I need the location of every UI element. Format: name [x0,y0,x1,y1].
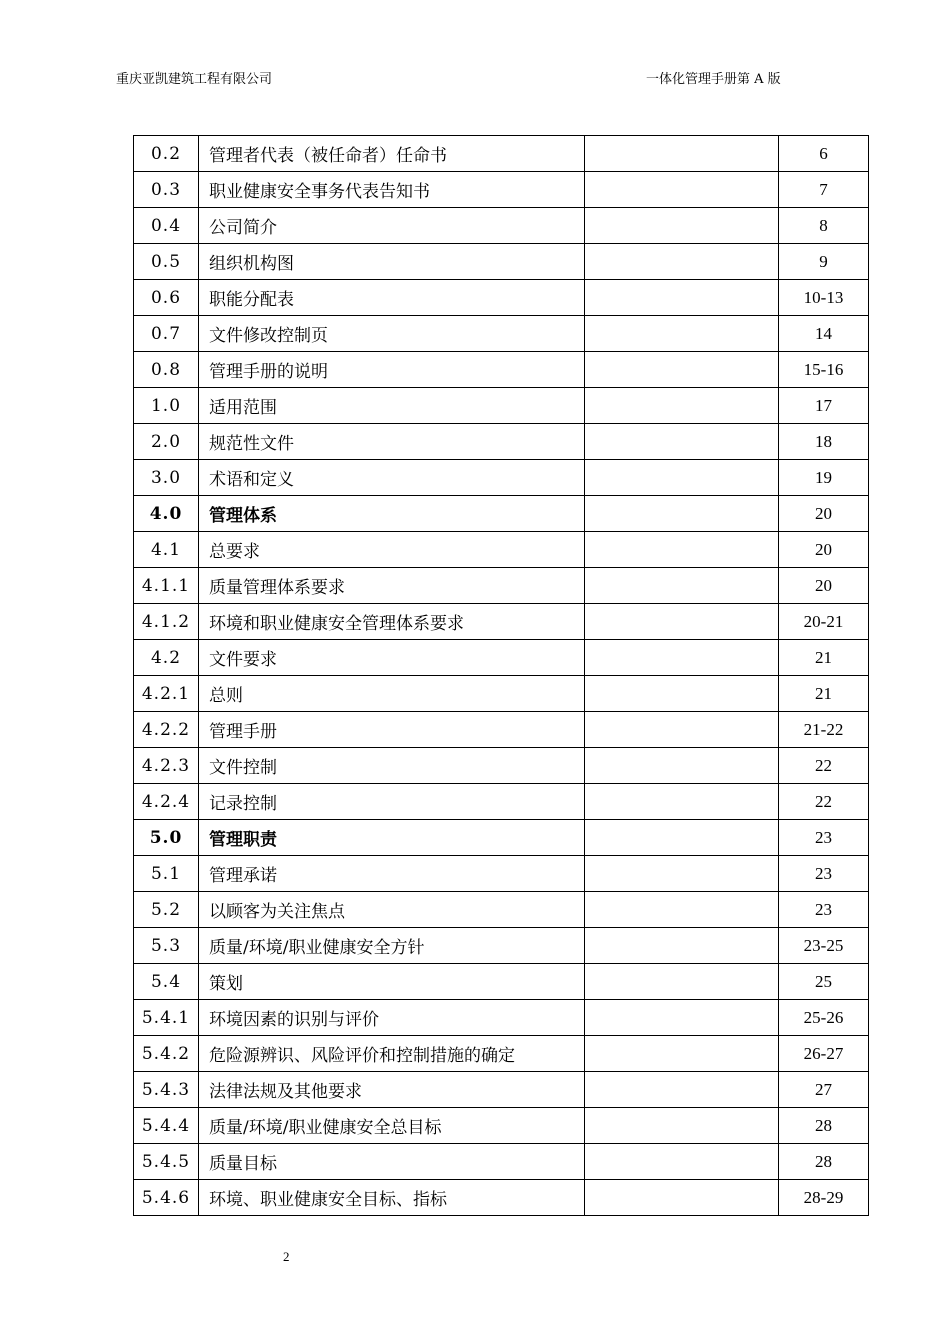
toc-page-number: 21 [779,676,869,712]
toc-section-number: 0.5 [134,244,199,280]
toc-section-title: 质量管理体系要求 [199,568,585,604]
toc-section-title: 总则 [199,676,585,712]
toc-section-number: 5.4.6 [134,1180,199,1216]
toc-section-number: 5.4.4 [134,1108,199,1144]
toc-page-number: 27 [779,1072,869,1108]
toc-section-title: 管理手册 [199,712,585,748]
toc-row [134,928,869,964]
toc-section-number: 2.0 [134,424,199,460]
toc-empty-cell [585,244,779,280]
toc-table [133,135,869,1216]
toc-empty-cell [585,1144,779,1180]
toc-row [134,1000,869,1036]
toc-page-number: 8 [779,208,869,244]
toc-section-title: 管理手册的说明 [199,352,585,388]
toc-page-number: 25 [779,964,869,1000]
toc-page-number: 23 [779,820,869,856]
toc-section-title: 危险源辨识、风险评价和控制措施的确定 [199,1036,585,1072]
toc-page-number: 7 [779,172,869,208]
toc-empty-cell [585,784,779,820]
toc-empty-cell [585,928,779,964]
toc-empty-cell [585,1180,779,1216]
toc-page-number: 23 [779,892,869,928]
toc-page-number: 28 [779,1108,869,1144]
toc-section-title: 文件修改控制页 [199,316,585,352]
toc-page-number: 18 [779,424,869,460]
toc-row [134,892,869,928]
toc-section-number: 0.8 [134,352,199,388]
toc-empty-cell [585,1000,779,1036]
toc-section-title: 规范性文件 [199,424,585,460]
toc-section-number: 5.1 [134,856,199,892]
toc-section-number: 0.3 [134,172,199,208]
toc-row [134,1108,869,1144]
toc-empty-cell [585,1072,779,1108]
toc-empty-cell [585,424,779,460]
toc-page-number: 9 [779,244,869,280]
toc-section-number: 4.2 [134,640,199,676]
toc-row [134,1180,869,1216]
toc-section-title: 职业健康安全事务代表告知书 [199,172,585,208]
toc-section-title: 管理体系 [199,496,585,532]
toc-section-title: 适用范围 [199,388,585,424]
toc-section-number: 5.4.1 [134,1000,199,1036]
toc-row [134,208,869,244]
toc-section-title: 环境和职业健康安全管理体系要求 [199,604,585,640]
toc-section-title: 法律法规及其他要求 [199,1072,585,1108]
toc-page-number: 6 [779,136,869,172]
toc-page-number: 26-27 [779,1036,869,1072]
toc-page-number: 17 [779,388,869,424]
toc-section-title: 质量目标 [199,1144,585,1180]
toc-row [134,316,869,352]
toc-page-number: 28-29 [779,1180,869,1216]
toc-page-number: 22 [779,748,869,784]
toc-row [134,532,869,568]
toc-empty-cell [585,532,779,568]
toc-row [134,676,869,712]
toc-section-number: 5.4.2 [134,1036,199,1072]
toc-page-number: 21 [779,640,869,676]
toc-section-number: 4.2.2 [134,712,199,748]
toc-row [134,496,869,532]
toc-section-title: 质量/环境/职业健康安全总目标 [199,1108,585,1144]
toc-section-title: 以顾客为关注焦点 [199,892,585,928]
toc-section-number: 4.1.2 [134,604,199,640]
toc-row [134,748,869,784]
toc-empty-cell [585,1036,779,1072]
toc-empty-cell [585,892,779,928]
toc-row [134,568,869,604]
toc-page-number: 20 [779,532,869,568]
toc-section-title: 职能分配表 [199,280,585,316]
toc-section-title: 策划 [199,964,585,1000]
toc-section-number: 5.4.3 [134,1072,199,1108]
toc-section-title: 组织机构图 [199,244,585,280]
toc-section-title: 环境因素的识别与评价 [199,1000,585,1036]
toc-empty-cell [585,136,779,172]
toc-empty-cell [585,388,779,424]
toc-row [134,460,869,496]
header-company: 重庆亚凯建筑工程有限公司 [116,72,273,87]
toc-row [134,172,869,208]
page-number: 2 [283,1249,290,1264]
toc-empty-cell [585,568,779,604]
toc-empty-cell [585,820,779,856]
toc-section-number: 5.2 [134,892,199,928]
toc-row [134,280,869,316]
toc-empty-cell [585,280,779,316]
toc-empty-cell [585,1108,779,1144]
toc-row [134,784,869,820]
toc-empty-cell [585,748,779,784]
toc-empty-cell [585,712,779,748]
toc-section-number: 4.2.3 [134,748,199,784]
toc-page-number: 15-16 [779,352,869,388]
toc-section-title: 总要求 [199,532,585,568]
toc-page-number: 23-25 [779,928,869,964]
toc-section-title: 公司简介 [199,208,585,244]
toc-section-number: 4.1.1 [134,568,199,604]
toc-section-number: 4.2.4 [134,784,199,820]
toc-row [134,964,869,1000]
toc-row [134,604,869,640]
toc-empty-cell [585,604,779,640]
toc-section-number: 3.0 [134,460,199,496]
toc-section-number: 0.4 [134,208,199,244]
toc-page-number: 20 [779,496,869,532]
toc-section-number: 0.2 [134,136,199,172]
toc-page-number: 20 [779,568,869,604]
toc-row [134,352,869,388]
toc-page-number: 23 [779,856,869,892]
toc-empty-cell [585,496,779,532]
toc-row [134,424,869,460]
toc-page-number: 19 [779,460,869,496]
toc-row [134,1036,869,1072]
toc-section-number: 5.3 [134,928,199,964]
toc-section-number: 4.1 [134,532,199,568]
toc-section-title: 文件要求 [199,640,585,676]
toc-section-title: 记录控制 [199,784,585,820]
toc-empty-cell [585,964,779,1000]
toc-row [134,640,869,676]
toc-row [134,712,869,748]
toc-page-number: 28 [779,1144,869,1180]
toc-row [134,1072,869,1108]
toc-section-number: 0.6 [134,280,199,316]
toc-page-number: 20-21 [779,604,869,640]
toc-page-number: 14 [779,316,869,352]
toc-page-number: 22 [779,784,869,820]
toc-section-title: 术语和定义 [199,460,585,496]
toc-body [134,136,869,1216]
toc-section-title: 管理者代表（被任命者）任命书 [199,136,585,172]
toc-row [134,820,869,856]
toc-empty-cell [585,640,779,676]
toc-section-title: 环境、职业健康安全目标、指标 [199,1180,585,1216]
toc-section-title: 管理职责 [199,820,585,856]
toc-section-number: 5.0 [134,820,199,856]
toc-empty-cell [585,316,779,352]
toc-page-number: 25-26 [779,1000,869,1036]
toc-section-number: 4.0 [134,496,199,532]
toc-section-title: 文件控制 [199,748,585,784]
toc-empty-cell [585,208,779,244]
toc-page-number: 10-13 [779,280,869,316]
header-manual-title: 一体化管理手册第 A 版 [646,72,781,87]
toc-section-number: 0.7 [134,316,199,352]
toc-row [134,136,869,172]
toc-section-title: 管理承诺 [199,856,585,892]
toc-page-number: 21-22 [779,712,869,748]
toc-section-title: 质量/环境/职业健康安全方针 [199,928,585,964]
toc-row [134,856,869,892]
toc-empty-cell [585,172,779,208]
toc-row [134,1144,869,1180]
toc-row [134,388,869,424]
toc-empty-cell [585,352,779,388]
toc-row [134,244,869,280]
toc-section-number: 4.2.1 [134,676,199,712]
toc-section-number: 5.4.5 [134,1144,199,1180]
toc-empty-cell [585,856,779,892]
toc-empty-cell [585,460,779,496]
toc-section-number: 1.0 [134,388,199,424]
toc-section-number: 5.4 [134,964,199,1000]
toc-empty-cell [585,676,779,712]
